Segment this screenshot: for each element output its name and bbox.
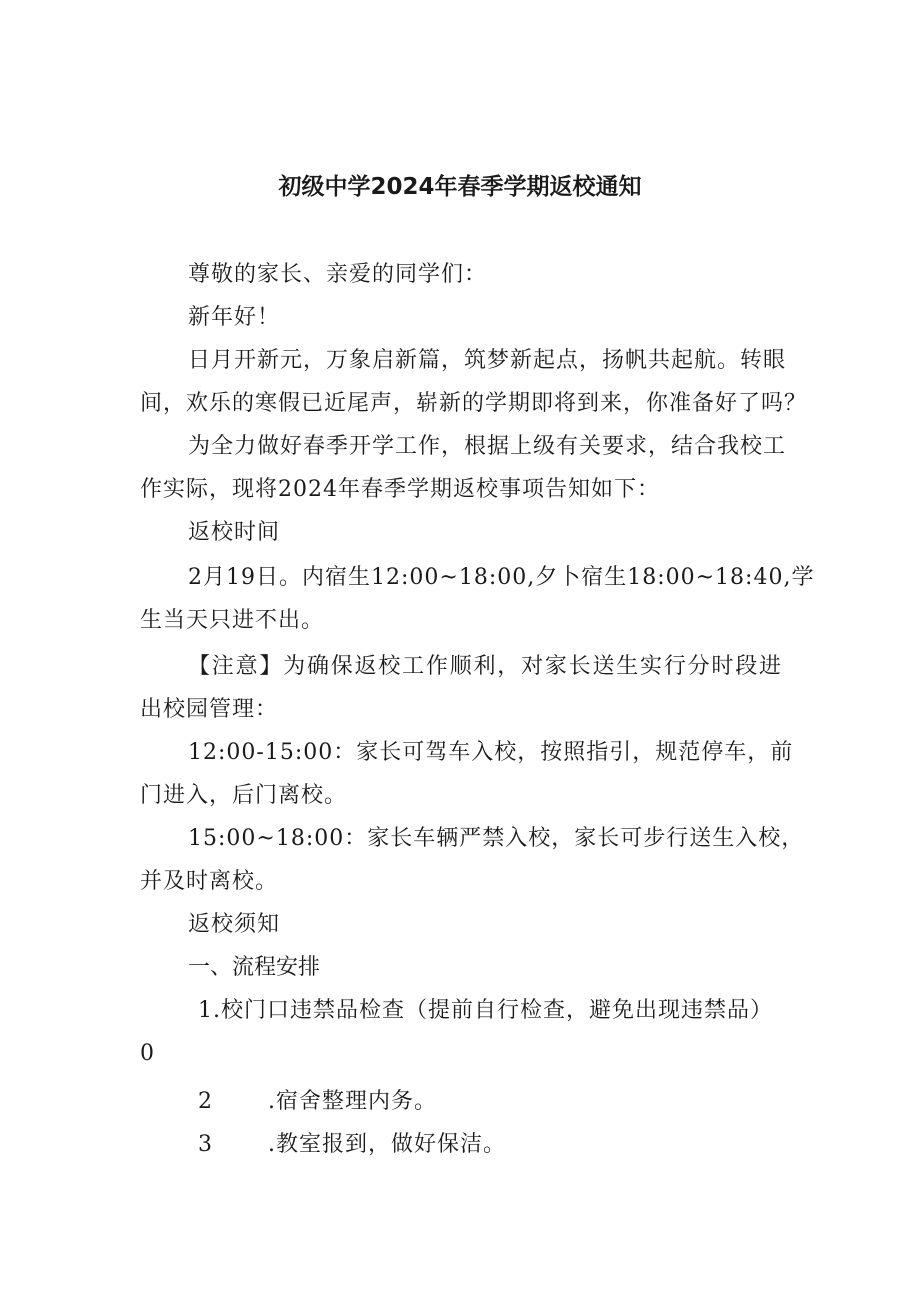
paragraph-1-line-1: 日月开新元，万象启新篇，筑梦新起点，扬帆共起航。转眼: [188, 348, 787, 373]
time-slot-1-line-2: 门进入，后门离校。: [140, 783, 348, 808]
notice-line-2: 出校园管理：: [140, 697, 279, 722]
step-1-text: .校门口违禁品检查（提前自行检查，避免出现违禁品）: [213, 998, 773, 1023]
paragraph-1-line-2: 间，欢乐的寒假已近尾声，崭新的学期即将到来，你准备好了吗？: [140, 391, 808, 416]
step-1: [198, 996, 773, 1026]
time-slot-2-line-2: 并及时离校。: [140, 869, 279, 894]
step-1-number: 1: [198, 998, 213, 1023]
step-3-text: .教室报到，做好保洁。: [268, 1132, 506, 1157]
time-slot-2-line-1: 15:00~18:00：家长车辆严禁入校，家长可步行送生入校，: [188, 826, 805, 851]
time-detail-line-2: 生当天只进不出。: [140, 608, 325, 633]
stray-character: 0: [140, 1041, 155, 1066]
new-year-greeting: 新年好！: [188, 305, 281, 330]
paragraph-2-line-1: 为全力做好春季开学工作，根据上级有关要求，结合我校工: [188, 434, 787, 459]
step-2-number: 2: [198, 1089, 213, 1114]
section-return-rules: 返校须知: [188, 912, 281, 937]
section-return-time: 返校时间: [188, 520, 281, 545]
step-2: [198, 1087, 437, 1117]
time-slot-1-line-1: 12:00-15:00：家长可驾车入校，按照指引，规范停车，前: [188, 740, 794, 765]
page-title: 初级中学2024年春季学期返校通知: [278, 174, 642, 200]
time-detail-line-1: 2月19日。内宿生12:00~18:00,夕卜宿生18:00~18:40,学: [188, 565, 815, 590]
paragraph-2-line-2: 作实际，现将2024年春季学期返校事项告知如下：: [140, 477, 660, 502]
step-3: [198, 1130, 506, 1160]
step-3-number: 3: [198, 1132, 213, 1157]
heading-process: 一、流程安排: [188, 955, 321, 980]
notice-line-1: 【注意】为确保返校工作顺利，对家长送生实行分时段进: [188, 654, 782, 679]
step-2-text: .宿舍整理内务。: [268, 1089, 437, 1114]
greeting: 尊敬的家长、亲爱的同学们：: [188, 262, 488, 287]
